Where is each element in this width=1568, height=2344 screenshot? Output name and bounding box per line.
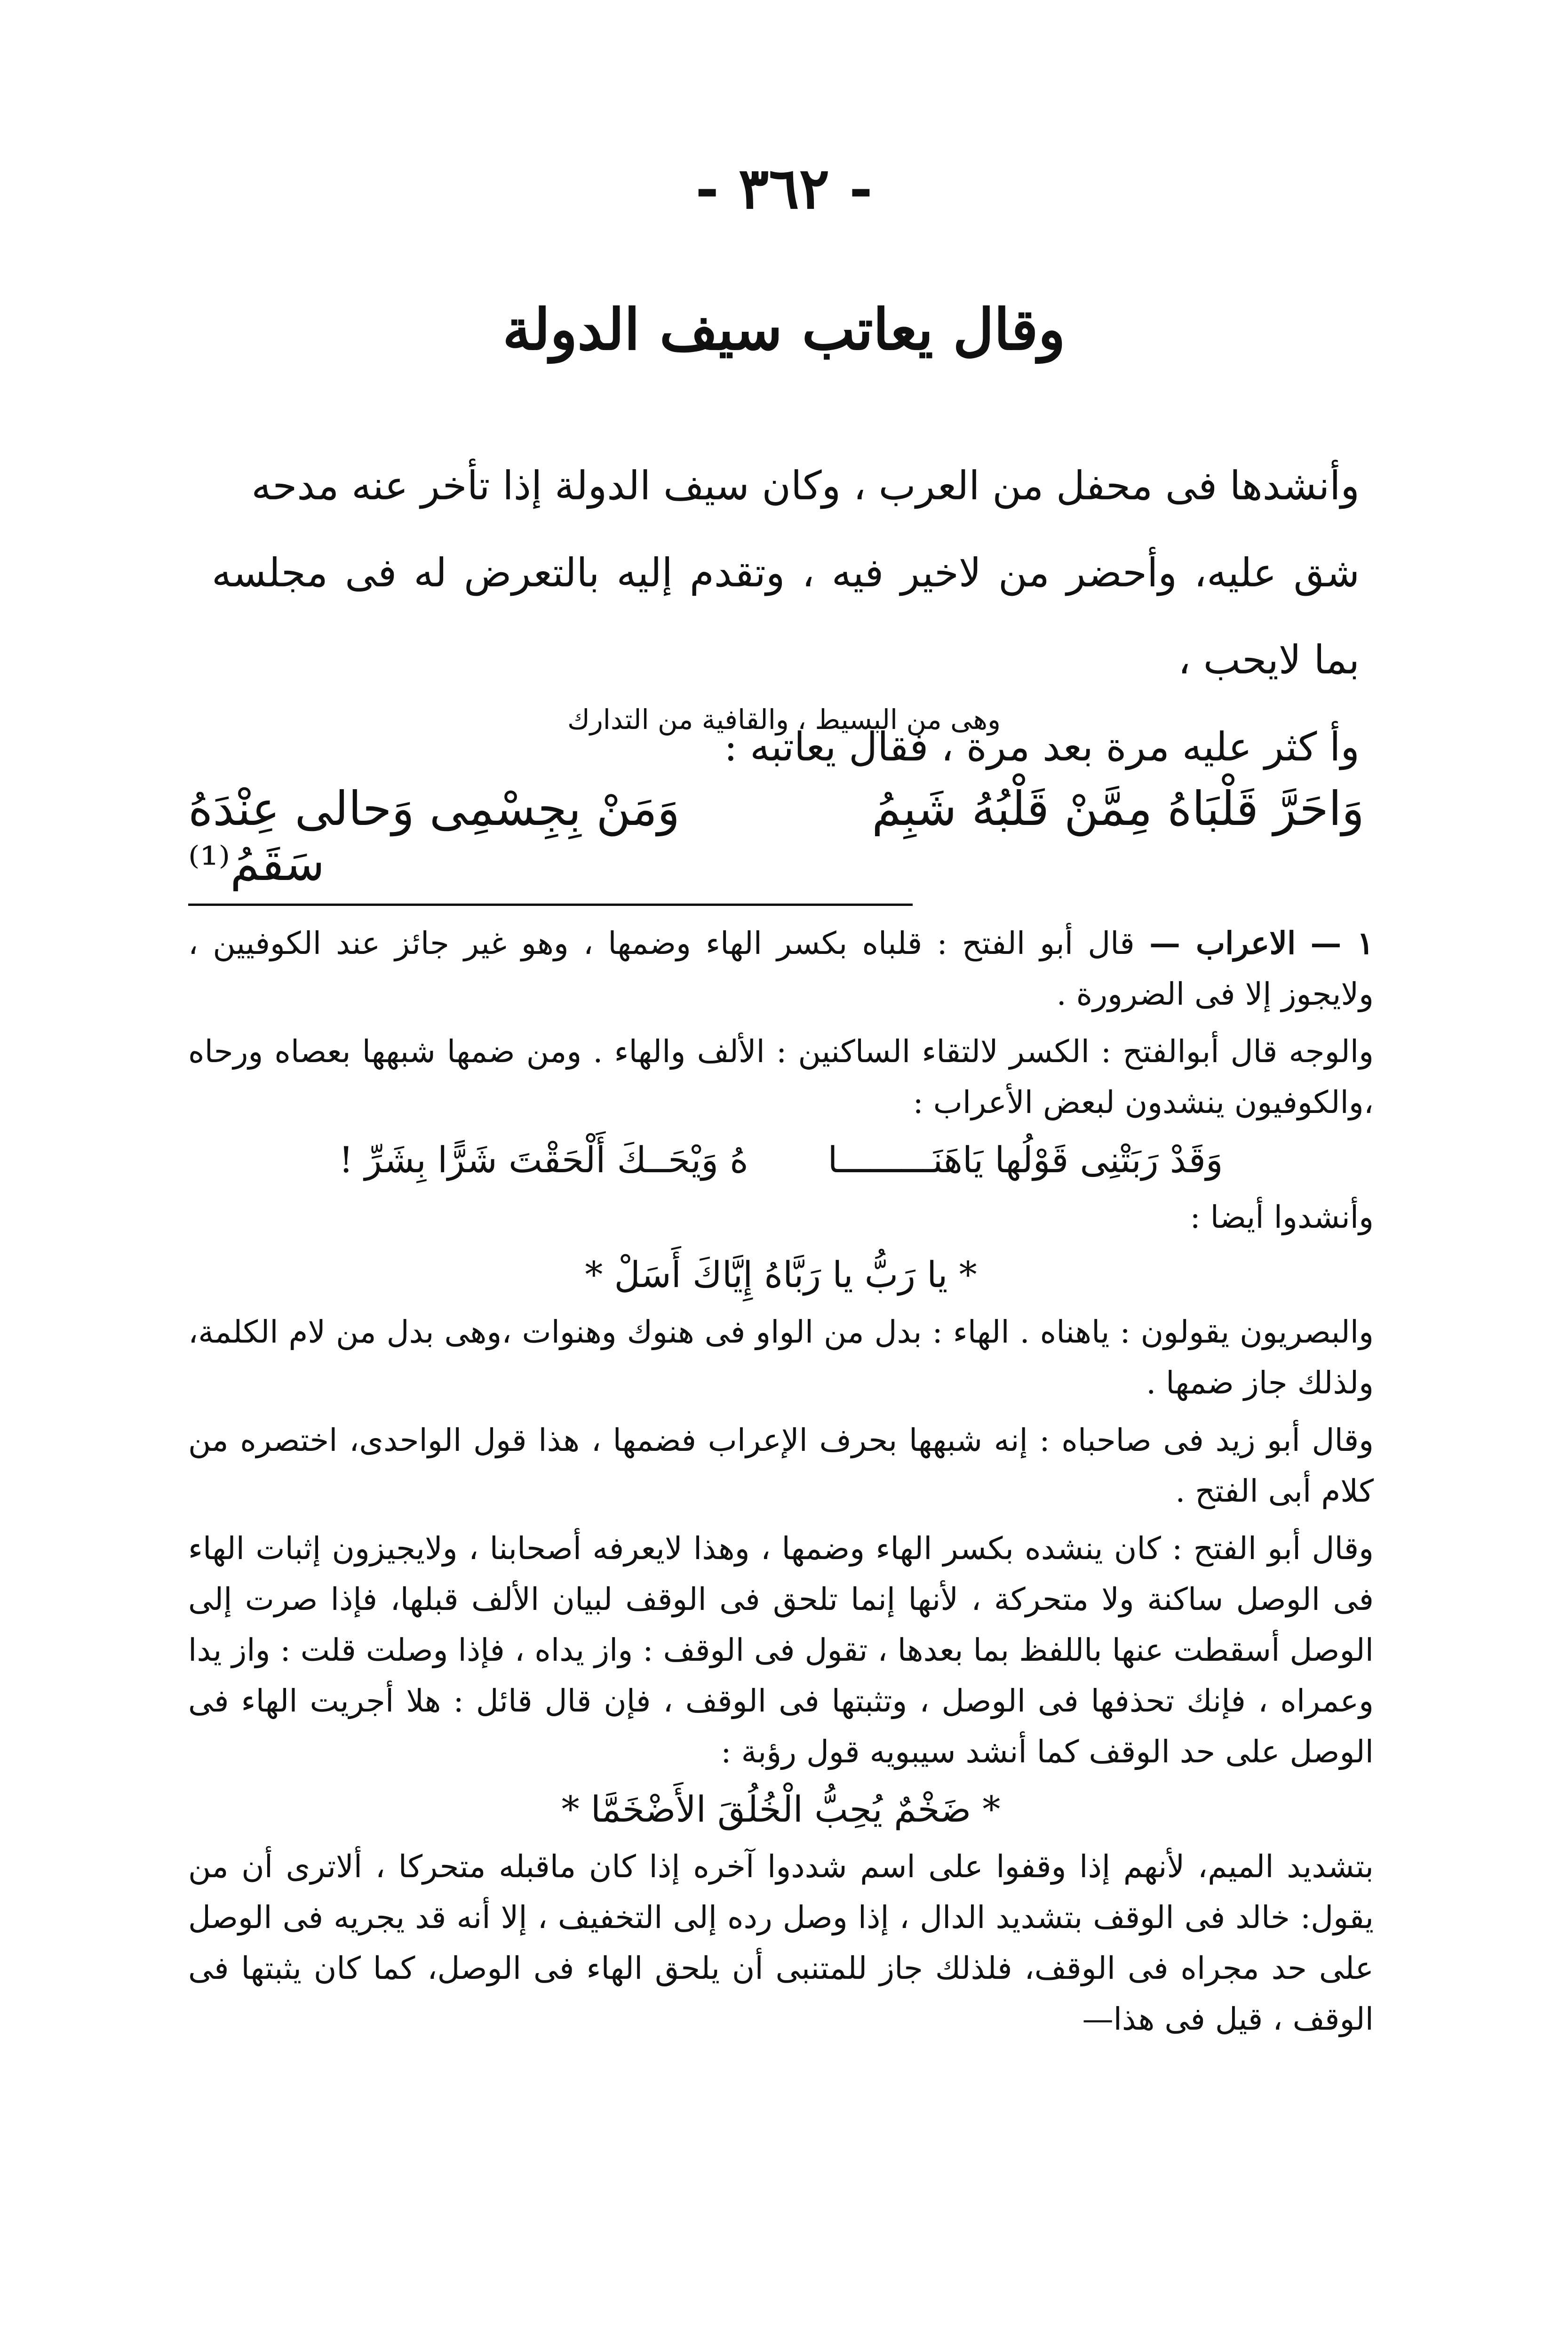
footnote-paragraph: وقال أبو زيد فى صاحباه : إنه شبهها بحرف الإعراب فضمها ، هذا قول الواحدى، اختصره من كلام أبى الفتح .	[188, 1422, 1374, 1509]
poem-title: وقال يعاتب سيف الدولة	[502, 296, 1066, 363]
quoted-verse: * ضَخْمٌ يُحِبُّ الْخُلُقَ الأَضْخَمَّا *	[561, 1788, 1001, 1830]
meter-note: وهى من البسيط ، والقافية من التدارك	[567, 704, 1001, 736]
intro-line: وأ كثر عليه مرة بعد مرة ، فقال يعاتبه :	[724, 724, 1360, 770]
intro-line: وأنشدها فى محفل من العرب ، وكان سيف الدولة إذا تأخر عنه مدحه	[251, 463, 1360, 509]
footnote-paragraph: وقال أبو الفتح : كان ينشده بكسر الهاء وضمها ، وهذا لايعرفه أصحابنا ، ولايجيزون إثبات الهاء فى الوصل ساكنة ولا متحركة ، لأنها إنما تلحق فى الوقف لبيان الألف قبلها، فإذا صرت إلى الوصل أسقطت عنها باللفظ بما بعدها ، تقول فى الوقف : واز يداه ، فإذا وصلت قلت : واز يدا وعمراه ، فإنك تحذفها فى الوصل ، وتثبتها فى الوقف ، فإن قال قائل : هلا أجريت الهاء فى الوصل على حد الوقف كما أنشد سيبويه قول رؤبة :	[188, 1530, 1374, 1770]
footnote-paragraph: بتشديد الميم، لأنهم إذا وقفوا على اسم شددوا آخره إذا كان ماقبله متحركا ، ألاترى أن من يقول: خالد فى الوقف بتشديد الدال ، إذا وصل رده إلى التخفيف ، إلا أنه قد يجريه فى الوصل على حد مجراه فى الوقف، فلذلك جاز للمتنبى أن يلحق الهاء فى الوصل، كما كان يثبتها فى الوقف ، قيل فى هذا—	[188, 1848, 1374, 2037]
quoted-verse: * يا رَبُّ يا رَبَّاهُ إِيَّاكَ أَسَلْ *	[585, 1254, 977, 1296]
page-number: - ٣٦٢ -	[695, 155, 873, 222]
footnote-divider	[188, 904, 913, 906]
footnote-paragraph: والبصريون يقولون : ياهناه . الهاء : بدل من الواو فى هنوك وهنوات ،وهى بدل من لام الكلمة، ولذلك جاز ضمها .	[188, 1314, 1374, 1401]
verse-first-hemistich: وَاحَرَّ قَلْبَاهُ مِمَّنْ قَلْبُهُ شَبِمُ	[872, 781, 1364, 836]
footnote-text: قال أبو الفتح : قلباه بكسر الهاء وضمها ، وهو غير جائز عند الكوفيين ، ولايجوز إلا فى الضرورة .	[188, 925, 1374, 1012]
footnote-1	[188, 918, 1374, 1020]
footnote-number: ١ —	[1310, 925, 1374, 961]
opening-verse	[188, 781, 1364, 891]
footnote-paragraph: وأنشدوا أيضا :	[1190, 1199, 1374, 1235]
quoted-verse	[188, 1135, 1374, 1185]
intro-paragraph	[212, 442, 1360, 791]
footnotes-section	[188, 918, 1374, 2051]
verse-second-hemistich: وَمَنْ بِجِسْمِى وَحالى عِنْدَهُ سَقَمُ⁽¹⁾	[188, 781, 680, 891]
footnote-heading: الاعراب —	[1149, 925, 1296, 961]
footnote-paragraph: والوجه قال أبوالفتح : الكسر لالتقاء الساكنين : الألف والهاء . ومن ضمها شبهها بعصاه ورحاه ،والكوفيون ينشدون لبعض الأعراب :	[188, 1033, 1374, 1120]
quoted-verse-first-half: وَقَدْ رَبَتْنِى قَوْلُها يَاهَنَـــــــــا	[828, 1139, 1223, 1181]
intro-line: شق عليه، وأحضر من لاخير فيه ، وتقدم إليه بالتعرض له فى مجلسه بما لايحب ،	[212, 550, 1360, 683]
quoted-verse-second-half: هُ وَيْحَــكَ أَلْحَقْتَ شَرًّا بِشَرِّ !	[339, 1139, 749, 1181]
